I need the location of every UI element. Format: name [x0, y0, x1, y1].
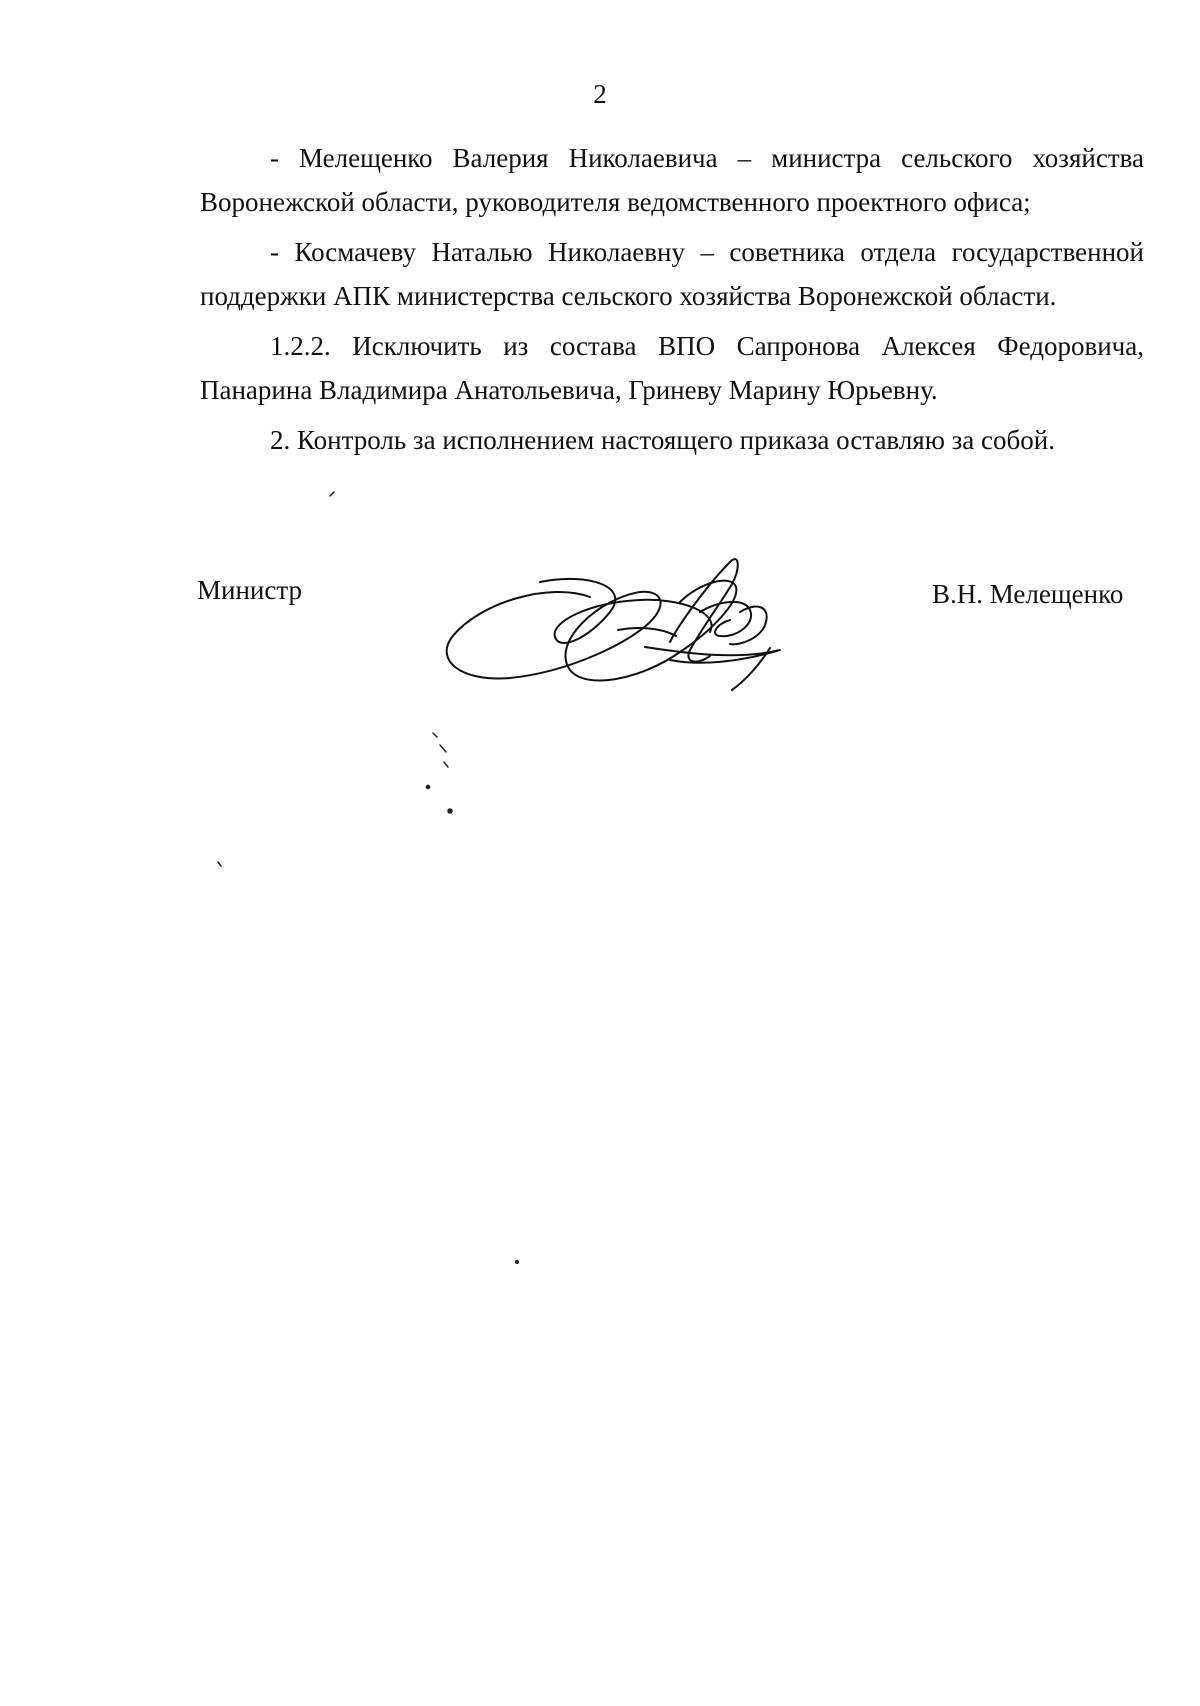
paragraph-exclusion-clause: 1.2.2. Исключить из состава ВПО Сапронова Алексея Федоровича, Панарина Владимира Анатольевича, Гриневу Марину Юрьевну.	[200, 331, 1144, 405]
paragraph-meleshchenko-appointment: - Мелещенко Валерия Николаевича – министра сельского хозяйства Воронежской области, руководителя ведомственного проектного офиса;	[200, 143, 1144, 217]
signatory-name: В.Н. Мелещенко	[932, 579, 1124, 609]
handwritten-signature-icon	[440, 542, 820, 702]
page-number: 2	[593, 79, 607, 109]
signatory-title: Министр	[197, 575, 302, 605]
paragraph-control-clause: 2. Контроль за исполнением настоящего приказа оставляю за собой.	[270, 425, 1055, 455]
document-body	[200, 136, 1144, 468]
paragraph-kosmacheva-appointment: - Космачеву Наталью Николаевну – советника отдела государственной поддержки АПК министерства сельского хозяйства Воронежской области.	[200, 237, 1144, 311]
signature-block	[0, 570, 1200, 710]
